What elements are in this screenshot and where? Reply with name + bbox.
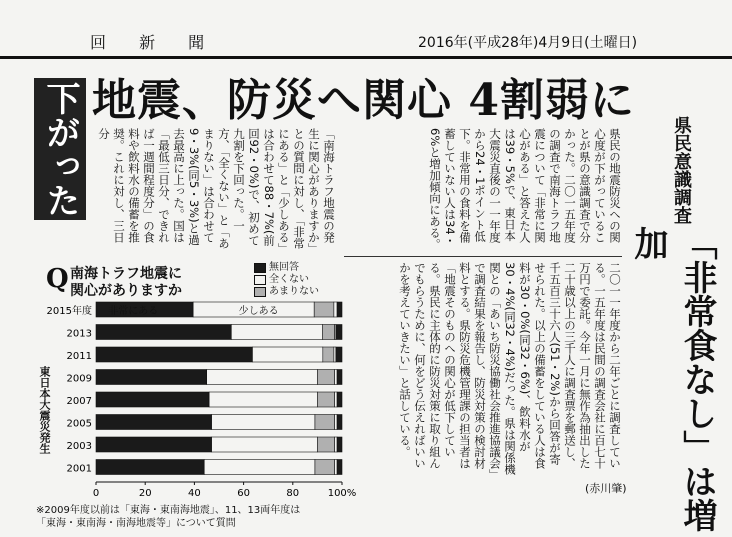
bar-segment [335, 370, 337, 385]
bar-segment [207, 370, 318, 385]
byline: (赤川肇) [585, 482, 627, 495]
bar-segment [231, 325, 322, 340]
x-tick-label: 40 [188, 488, 201, 499]
article-body-top: 県民の地震防災への関心度が下がっていることが県の意識調査で分かった。二〇一五年度の調査で南海トラフ地震について「非常に関心がある」と答えた人は39・5%で、東日本大震災直後の一一年度から24・1ポイント低下。非常用の食料を備蓄していない人は34・6%と増加傾向にある。 [428, 128, 622, 250]
bar-segment [96, 415, 212, 430]
earthquake-note: 東日本大震災発生 [38, 366, 51, 454]
q-mark: Q [46, 264, 69, 294]
bar-segment [96, 460, 204, 475]
bar-segment [337, 302, 342, 317]
category-label: 2015年度 [46, 306, 92, 317]
category-label: 2001 [66, 463, 92, 475]
bar-segment [314, 302, 334, 317]
bar-segment [96, 437, 212, 452]
bar-segment [317, 437, 334, 452]
bar-segment [335, 392, 337, 407]
bar-segment [96, 325, 231, 340]
bar-segment [323, 347, 334, 362]
bar-segment [317, 392, 334, 407]
bar-segment [337, 460, 342, 475]
subhead-main: 「非常食なし」は増加 [628, 226, 717, 532]
bar-segment [315, 460, 335, 475]
legend-label: 全くない [269, 274, 309, 285]
bar-segment [335, 415, 337, 430]
bar-segment [337, 437, 342, 452]
bar-segment [252, 347, 322, 362]
bar-segment [337, 392, 342, 407]
bar-segment [336, 325, 342, 340]
subhead-survey: 県民意識調査 [671, 116, 692, 224]
legend-label: あまりない [269, 286, 319, 297]
x-tick-label: 0 [92, 488, 100, 499]
masthead-rule [0, 56, 732, 59]
category-label: 2003 [66, 441, 92, 452]
x-tick-label: 80 [286, 488, 300, 499]
bar-segment [212, 415, 315, 430]
bar-segment [96, 347, 252, 362]
bar-segment [317, 370, 334, 385]
bar-segment [336, 347, 342, 362]
bar-segment [337, 370, 342, 385]
chart-question: 南海トラフ地震に 関心がありますか [70, 266, 182, 299]
bar-segment [315, 415, 335, 430]
column-divider [344, 256, 622, 257]
article-body-left: 「南海トラフ地震の発生に関心がありますか」との質問に対し、「非常にある」と「少しある」は合わせて88・7%(前回92・0%)で、初めて九割を下回った。一方、「全くない」と「あまりない」は合わせて9・3%(同5・3%)と過去最高に上った。国は「最低三日分、できれば一週間程度分」の食料や飲料水の備蓄を推奨。これに対し、三日分 [97, 128, 336, 249]
bar-segment [96, 370, 207, 385]
category-label: 2007 [66, 396, 92, 407]
bar-segment [334, 302, 337, 317]
chart-footnote: ※2009年度以前は「東海・東南海地震」、11、13両年度は 「東海・東南海・南海地震等」について質問 [36, 505, 301, 529]
bar-segment [322, 325, 334, 340]
category-label: 2013 [66, 328, 92, 340]
x-tick-label: 60 [237, 488, 250, 499]
legend-label: 無回答 [269, 262, 299, 273]
sidebar-label: 下がった [34, 78, 86, 220]
category-label: 2011 [66, 351, 92, 362]
date-line: 2016年(平成28年)4月9日(土曜日) [418, 35, 638, 51]
headline: 地震、防災へ関心 4割弱に [92, 75, 635, 126]
category-label: 2009 [66, 373, 92, 385]
chart-plot [36, 258, 357, 500]
bar-segment [335, 437, 337, 452]
category-label: 2005 [66, 418, 92, 430]
bar-segment [335, 460, 337, 475]
masthead [0, 0, 732, 62]
survey-chart [36, 258, 357, 500]
x-tick-label: 20 [138, 488, 152, 499]
x-tick-label: 100% [327, 488, 357, 499]
paper-name: 回 新 聞 [90, 33, 219, 52]
bar-segment [209, 392, 317, 407]
article-body-bottom: 二〇一一年度から二年ごとに調査している。一五年度は民間の調査会社に百七十万円で委託。今年一月に無作為抽出した二十歳以上の三千人に調査票を郵送し、千五百三十六人(51・2%)から回答が寄せられた。以上の備蓄をしている人は食料が30・0%(同32・6%)、飲料水が30・4%(同32・4%)だった。県は関係機関との「あいち防災協働社会推進協議会」で調査結果を報告し、防災対策の検討材料とする。県防災危機管理課の担当者は「地震そのものへの関心が低下している。県民に主体的に防災対策に取り組んでもらうために、何をどう伝えればいいかを考えていきたい」と話している。 [398, 262, 622, 475]
bar-segment [212, 437, 318, 452]
inline-label: 少しある [238, 306, 279, 317]
bar-segment [337, 415, 342, 430]
bar-segment [96, 392, 209, 407]
inline-label: 非常にある [108, 306, 159, 317]
bar-segment [204, 460, 315, 475]
